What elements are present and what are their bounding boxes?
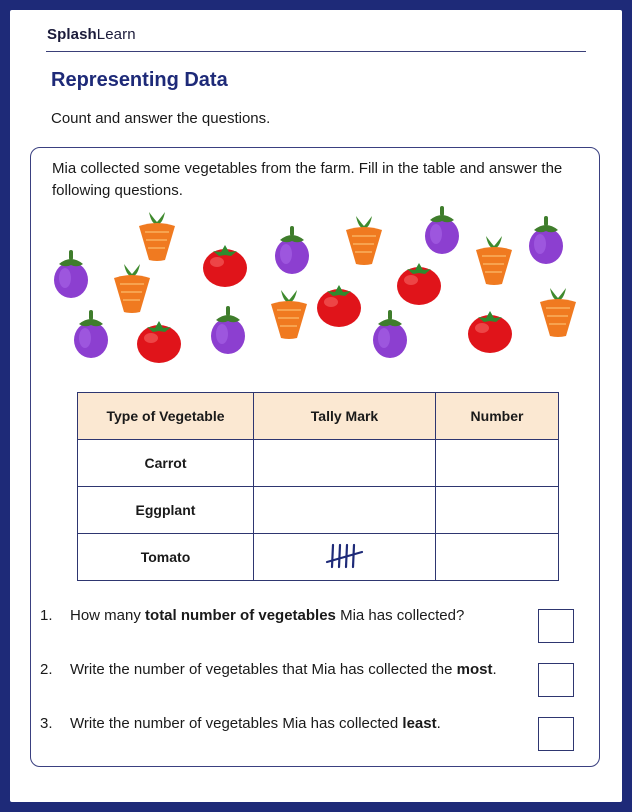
carrot-icon [472, 234, 516, 286]
carrot-icon [267, 288, 311, 340]
splashlearn-logo: SplashLearn [47, 26, 136, 43]
eggplant-icon [208, 304, 248, 356]
question-3: 3. Write the number of vegetables Mia has collected least. [40, 715, 441, 732]
table-row [78, 534, 559, 581]
answer-box-2[interactable] [538, 663, 574, 697]
tomato-icon [315, 282, 363, 328]
table-row [78, 487, 559, 534]
number-cell[interactable] [436, 440, 559, 487]
answer-box-1[interactable] [538, 609, 574, 643]
tomato-icon [135, 318, 183, 364]
carrot-icon [342, 214, 386, 266]
carrot-icon [135, 210, 179, 262]
worksheet-subtitle: Count and answer the questions. [51, 110, 271, 127]
tally-table [77, 392, 559, 581]
tally-five-icon [325, 542, 365, 570]
carrot-icon [536, 286, 580, 338]
header-type: Type of Vegetable [78, 393, 254, 440]
problem-prompt: Mia collected some vegetables from the farm. Fill in the table and answer the following questions. [52, 160, 563, 199]
eggplant-icon [422, 204, 462, 256]
question-2: 2. Write the number of vegetables that Mia has collected the most. [40, 661, 497, 678]
tomato-icon [466, 308, 514, 354]
row-type: Eggplant [78, 487, 254, 534]
table-row [78, 440, 559, 487]
answer-box-3[interactable] [538, 717, 574, 751]
header-tally: Tally Mark [254, 393, 436, 440]
question-1: 1. How many total number of vegetables Mia has collected? [40, 607, 465, 624]
tomato-icon [395, 260, 443, 306]
table-header-row [78, 393, 559, 440]
worksheet-title: Representing Data [51, 69, 228, 91]
header-number: Number [436, 393, 559, 440]
number-cell[interactable] [436, 487, 559, 534]
carrot-icon [110, 262, 154, 314]
worksheet-page [10, 10, 622, 802]
eggplant-icon [370, 308, 410, 360]
tally-cell[interactable] [254, 487, 436, 534]
eggplant-icon [71, 308, 111, 360]
tally-cell[interactable] [254, 534, 436, 581]
problem-card [30, 147, 600, 767]
number-cell[interactable] [436, 534, 559, 581]
eggplant-icon [51, 248, 91, 300]
tomato-icon [201, 242, 249, 288]
eggplant-icon [526, 214, 566, 266]
row-type: Tomato [78, 534, 254, 581]
row-type: Carrot [78, 440, 254, 487]
eggplant-icon [272, 224, 312, 276]
header-divider [46, 51, 586, 52]
tally-cell[interactable] [254, 440, 436, 487]
